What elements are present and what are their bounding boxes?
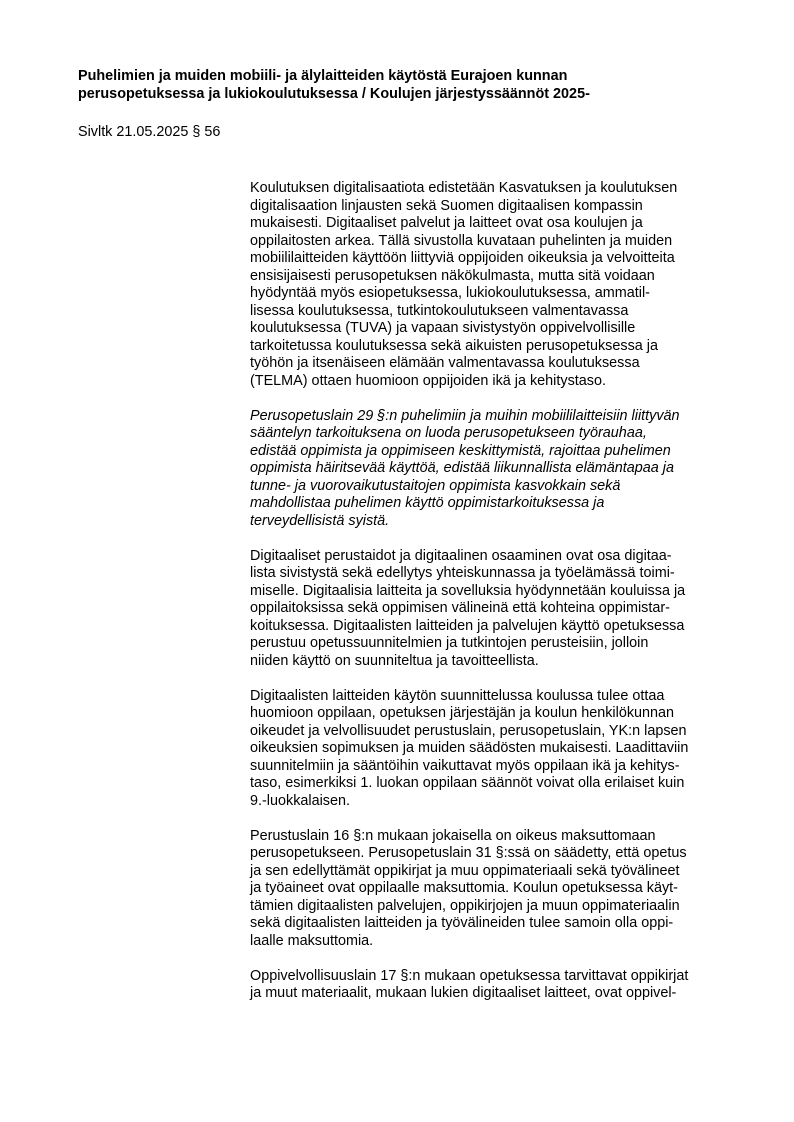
paragraph-line: lisessa koulutuksessa, tutkintokoulutukseen valmentavassa xyxy=(250,302,629,319)
body-text xyxy=(250,180,740,1020)
paragraph-line: koulutuksessa (TUVA) ja vapaan sivistystyön oppivelvollisille xyxy=(250,320,636,336)
paragraph-line: sääntelyn tarkoituksena on luoda perusopetukseen työrauhaa, xyxy=(250,425,647,441)
paragraph-line: tunne- ja vuorovaikutustaitojen oppimista kasvokkain sekä xyxy=(250,477,621,494)
paragraph-line: oikeuksien sopimuksen ja muiden säädösten mukaisesti. Laadittaviin xyxy=(250,740,689,756)
paragraph xyxy=(250,180,740,390)
paragraph xyxy=(250,548,740,671)
paragraph-line: työhön ja itsenäiseen elämään valmentavassa koulutuksessa xyxy=(250,355,640,371)
paragraph-line: Oppivelvollisuuslain 17 §:n mukaan opetuksessa tarvittavat oppikirjat xyxy=(250,967,689,984)
paragraph-line: miselle. Digitaalisia laitteita ja sovelluksia hyödynnetään kouluissa ja xyxy=(250,582,686,599)
paragraph-line: perustuu opetussuunnitelmien ja tutkintojen perusteisiin, jolloin xyxy=(250,635,649,651)
paragraph-line: taso, esimerkiksi 1. luokan oppilaan säännöt voivat olla erilaiset kuin xyxy=(250,775,685,791)
paragraph xyxy=(250,828,740,951)
paragraph-line: ensisijaisesti perusopetuksen näkökulmasta, mutta sitä voidaan xyxy=(250,267,655,284)
title-line: perusopetuksessa ja lukiokoulutuksessa / Koulujen järjestyssäännöt 2025- xyxy=(78,85,590,102)
paragraph-line: Perusopetuslain 29 §:n puhelimiin ja muihin mobiililaitteisiin liittyvän xyxy=(250,407,680,424)
paragraph-line: oppimista häiritsevää käyttöä, edistää liikunnallista elämäntapaa ja xyxy=(250,460,674,476)
paragraph-line: koituksessa. Digitaalisten laitteiden ja palvelujen käyttö opetuksessa xyxy=(250,617,685,634)
paragraph-line: mukaisesti. Digitaaliset palvelut ja laitteet ovat osa koulujen ja xyxy=(250,215,643,231)
paragraph xyxy=(250,968,740,1003)
paragraph-line: (TELMA) ottaen huomioon oppijoiden ikä ja kehitystaso. xyxy=(250,372,606,389)
paragraph-line: ja sen edellyttämät oppikirjat ja muu oppimateriaali sekä työvälineet xyxy=(250,862,680,879)
paragraph-line: digitalisaation linjausten sekä Suomen digitaalisen kompassin xyxy=(250,197,643,214)
paragraph-line: niiden käyttö on suunniteltua ja tavoitteellista. xyxy=(250,652,539,669)
paragraph-line: laalle maksuttomia. xyxy=(250,932,374,949)
paragraph-line: hyödyntää myös esiopetuksessa, lukiokoulutuksessa, ammatil- xyxy=(250,285,650,301)
paragraph-line: Koulutuksen digitalisaatiota edistetään Kasvatuksen ja koulutuksen xyxy=(250,180,678,196)
paragraph-line: 9.-luokkalaisen. xyxy=(250,792,350,809)
paragraph-line: huomioon oppilaan, opetuksen järjestäjän ja koulun henkilökunnan xyxy=(250,705,675,721)
paragraph xyxy=(250,688,740,811)
paragraph-line: terveydellisistä syistä. xyxy=(250,512,390,529)
paragraph-line: mahdollistaa puhelimen käyttö oppimistarkoituksessa ja xyxy=(250,495,605,511)
paragraph-line: suunnitelmiin ja sääntöihin vaikuttavat myös oppilaan ikä ja kehitys- xyxy=(250,757,680,774)
paragraph-line: tämien digitaalisten palvelujen, oppikirjojen ja muun oppimateriaalin xyxy=(250,897,680,914)
paragraph-line: ja työaineet ovat oppilaalle maksuttomia. Koulun opetuksessa käyt- xyxy=(250,880,678,896)
paragraph-line: mobiililaitteiden käyttöön liittyviä oppijoiden oikeuksia ja velvoitteita xyxy=(250,250,675,266)
document-title xyxy=(78,68,718,103)
paragraph-line: edistää oppimista ja oppimiseen keskittymistä, rajoittaa puhelimen xyxy=(250,442,671,459)
decision-reference: Sivltk 21.05.2025 § 56 xyxy=(78,124,221,140)
paragraph-line: oikeudet ja velvollisuudet perustuslain, perusopetuslain, YK:n lapsen xyxy=(250,722,687,739)
paragraph-line: ja muut materiaalit, mukaan lukien digitaaliset laitteet, ovat oppivel- xyxy=(250,985,677,1001)
paragraph xyxy=(250,408,740,531)
paragraph-line: oppilaitosten arkea. Tällä sivustolla kuvataan puhelinten ja muiden xyxy=(250,232,673,249)
paragraph-line: sekä digitaalisten laitteiden ja työvälineiden tulee samoin olla oppi- xyxy=(250,915,674,931)
paragraph-line: lista sivistystä sekä edellytys yhteiskunnassa ja työelämässä toimi- xyxy=(250,565,675,581)
paragraph-line: perusopetukseen. Perusopetuslain 31 §:ssä on säädetty, että opetus xyxy=(250,845,687,861)
title-line: Puhelimien ja muiden mobiili- ja älylaitteiden käytöstä Eurajoen kunnan xyxy=(78,68,568,84)
paragraph-line: Digitaalisten laitteiden käytön suunnittelussa koulussa tulee ottaa xyxy=(250,687,665,704)
paragraph-line: tarkoitetussa koulutuksessa sekä aikuisten perusopetuksessa ja xyxy=(250,337,658,354)
paragraph-line: Perustuslain 16 §:n mukaan jokaisella on oikeus maksuttomaan xyxy=(250,827,656,844)
paragraph-line: oppilaitoksissa sekä oppimisen välineinä että kohteina oppimistar- xyxy=(250,600,670,616)
paragraph-line: Digitaaliset perustaidot ja digitaalinen osaaminen ovat osa digitaa- xyxy=(250,547,672,564)
